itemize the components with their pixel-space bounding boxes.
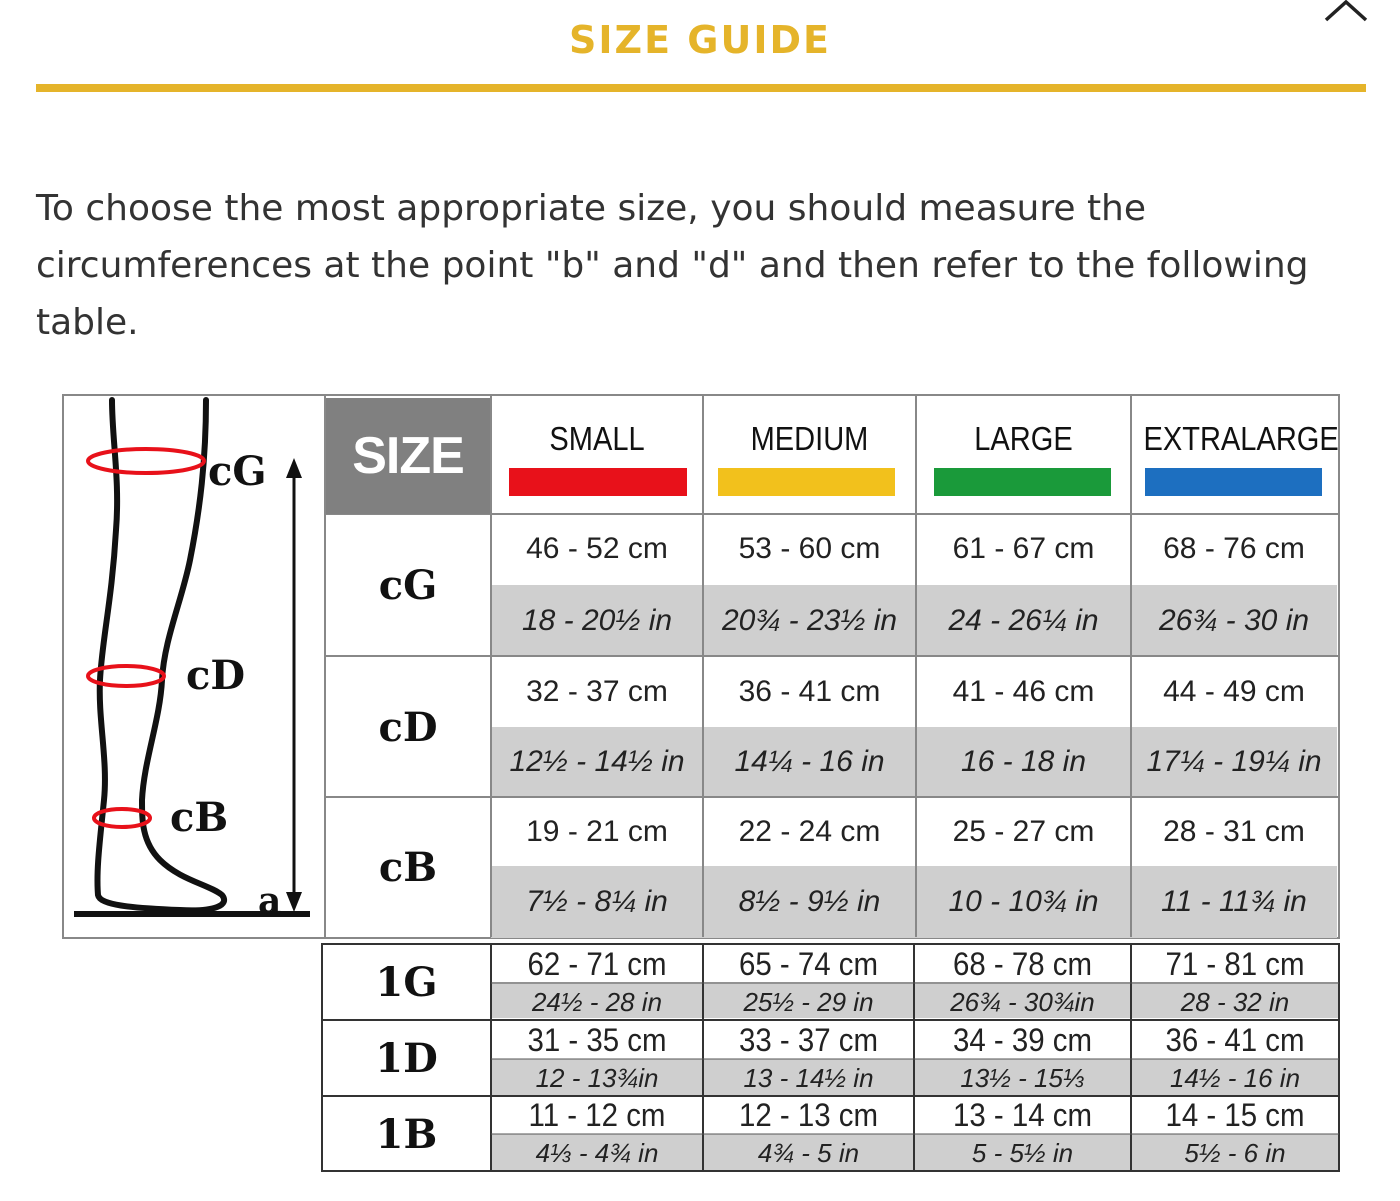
table-cell: 13½ - 15⅓ xyxy=(960,1062,1085,1093)
table-cell: 7½ - 8¼ in xyxy=(526,885,668,918)
table-cell: 12 - 13 cm xyxy=(738,1097,879,1133)
row-label-1d: 1D xyxy=(375,1035,438,1082)
table-cell: 5½ - 6 in xyxy=(1184,1137,1286,1168)
table-cell: 24 - 26¼ in xyxy=(948,603,1099,637)
size-header: SIZE xyxy=(326,398,490,514)
table-cell: 28 - 31 cm xyxy=(1163,815,1305,848)
modal-title: SIZE GUIDE xyxy=(569,18,831,62)
row-label-cb: cB xyxy=(378,844,438,891)
table-cell: 31 - 35 cm xyxy=(527,1021,667,1058)
table-cell: 62 - 71 cm xyxy=(527,945,667,982)
table-cell: 14 - 15 cm xyxy=(1165,1097,1305,1133)
table-cell: 12½ - 14½ in xyxy=(509,745,685,778)
table-cell: 53 - 60 cm xyxy=(738,532,881,565)
table-cell: 44 - 49 cm xyxy=(1163,675,1305,708)
table-cell: 14¼ - 16 in xyxy=(734,745,885,778)
table-cell: 68 - 78 cm xyxy=(952,945,1093,982)
leg-label-a: a xyxy=(258,880,282,922)
row-label-1g: 1G xyxy=(375,959,438,1006)
table-cell: 68 - 76 cm xyxy=(1163,532,1305,565)
leg-label-cb: cB xyxy=(170,794,229,841)
table-cell: 32 - 37 cm xyxy=(526,675,668,708)
table-cell: 11 - 12 cm xyxy=(528,1097,666,1133)
table-cell: 19 - 21 cm xyxy=(526,815,668,848)
table-cell: 5 - 5½ in xyxy=(971,1137,1074,1168)
table-cell: 4⅓ - 4¾ in xyxy=(535,1137,659,1168)
table-cell: 41 - 46 cm xyxy=(952,675,1095,708)
intro-text: To choose the most appropriate size, you should measure the circumferences at the point "b" and "d" and then refer to the following table. xyxy=(36,188,1309,343)
table-cell: 61 - 67 cm xyxy=(952,532,1095,565)
table-cell: 36 - 41 cm xyxy=(1165,1021,1305,1058)
table-cell: 25½ - 29 in xyxy=(743,986,874,1017)
table-cell: 22 - 24 cm xyxy=(738,815,881,848)
table-cell: 25 - 27 cm xyxy=(952,815,1095,848)
table-cell: 26¾ - 30 in xyxy=(1158,603,1310,637)
table-cell: 10 - 10¾ in xyxy=(948,885,1099,918)
row-label-cd: cD xyxy=(378,703,438,751)
row-label-1b: 1B xyxy=(375,1110,438,1158)
table-cell: 18 - 20½ in xyxy=(521,603,673,637)
table-cell: 4¾ - 5 in xyxy=(757,1137,860,1168)
table-cell: 33 - 37 cm xyxy=(738,1021,879,1058)
table-cell: 24½ - 28 in xyxy=(531,986,663,1017)
table-cell: 20¾ - 23½ in xyxy=(721,603,898,637)
table-cell: 36 - 41 cm xyxy=(738,675,881,708)
table-cell: 28 - 32 in xyxy=(1180,986,1290,1017)
leg-label-cd: cD xyxy=(186,652,246,699)
small-color-swatch xyxy=(509,468,687,496)
table-cell: 13 - 14½ in xyxy=(743,1062,874,1093)
table-cell: 65 - 74 cm xyxy=(738,945,879,982)
row-label-cg: cG xyxy=(378,562,438,609)
table-cell: 16 - 18 in xyxy=(960,745,1087,778)
leg-label-cg: cG xyxy=(208,448,267,495)
col-header-small: SMALL xyxy=(549,420,645,457)
col-header-medium: MEDIUM xyxy=(750,420,869,457)
large-color-swatch xyxy=(934,468,1111,496)
table-cell: 11 - 11¾ in xyxy=(1161,885,1307,918)
col-header-extralarge: EXTRALARGE xyxy=(1143,420,1339,457)
table-cell: 34 - 39 cm xyxy=(952,1021,1093,1058)
table-cell: 12 - 13¾in xyxy=(535,1062,659,1093)
medium-color-swatch xyxy=(718,468,895,496)
extralarge-color-swatch xyxy=(1145,468,1322,496)
table-cell: 17¼ - 19¼ in xyxy=(1146,745,1322,778)
table-cell: 46 - 52 cm xyxy=(526,532,668,565)
table-cell: 26¾ - 30¾in xyxy=(950,986,1095,1017)
table-cell: 14½ - 16 in xyxy=(1169,1062,1301,1093)
table-cell: 71 - 81 cm xyxy=(1165,945,1305,982)
col-header-large: LARGE xyxy=(974,420,1073,457)
table-cell: 8½ - 9½ in xyxy=(738,885,881,918)
table-cell: 13 - 14 cm xyxy=(952,1097,1093,1133)
